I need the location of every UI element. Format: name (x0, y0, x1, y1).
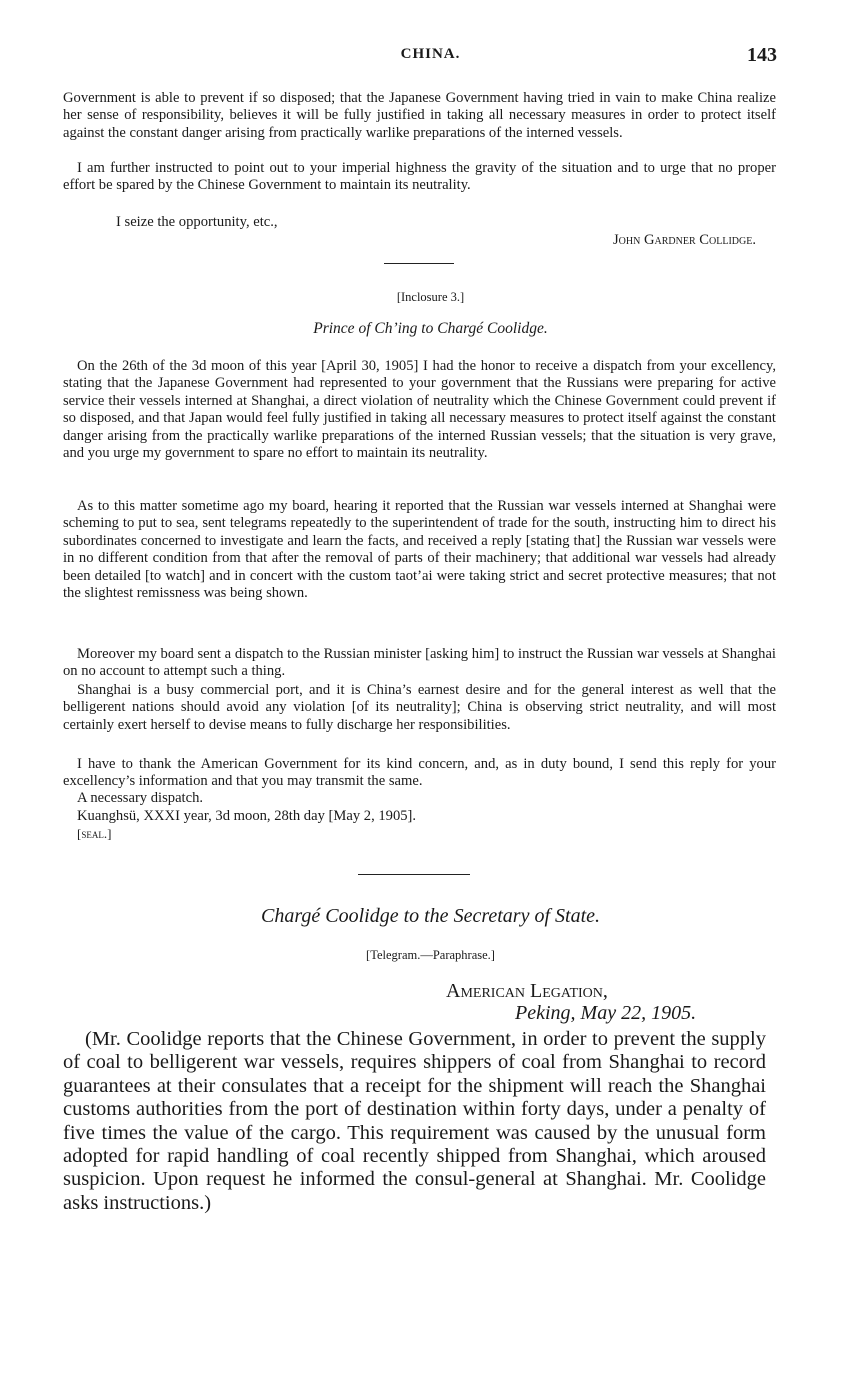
inclosure-paragraph-1: On the 26th of the 3d moon of this year [April 30, 1905] I had the honor to receive a dispatch from your excellency, stating that the Japanese Government had represented to your government that the Russians were preparing for active service their vessels interned at Shanghai, a direct violation of neutrality which the Chinese Government could prevent if so disposed, and that Japan would feel fully justified in taking all necessary measures to protect itself against the constant danger arising from the practically warlike preparations of the interned Russian vessels; that the situation is very grave, and you urge my government to spare no effort to maintain its neutrality. (63, 358, 776, 462)
telegram-body: (Mr. Coolidge reports that the Chinese Government, in order to prevent the supply of coal to belligerent war vessels, requires shippers of coal from Shanghai to record guarantees at their consulates that a receipt for the shipment will reach the Shanghai customs authorities from the port of destination within forty days, under a penalty of five times the value of the cargo. This requirement was caused by the unusual form adopted for rapid handling of coal recently shipped from Shanghai, which aroused suspicion. Upon request he informed the consul-general at Shanghai. Mr. Coolidge asks instructions.) (63, 1028, 766, 1214)
letter-closing: I seize the opportunity, etc., (116, 214, 278, 230)
section-divider (384, 263, 454, 264)
inclosure-closing-2: Kuanghsü, XXXI year, 3d moon, 28th day [May 2, 1905]. (77, 808, 417, 824)
running-title: CHINA. (400, 46, 461, 62)
letter-paragraph-1: Government is able to prevent if so disposed; that the Japanese Government having tried in vain to make China realize her sense of responsibility, believes it will be fully justified in taking all necessary measures in order to protect itself against the constant danger arising from practically warlike preparations of the interned vessels. (63, 90, 776, 141)
inclosure-paragraph-2: As to this matter sometime ago my board, hearing it reported that the Russian war vessels interned at Shanghai were scheming to put to sea, sent telegrams repeatedly to the superintendent of trade for the south, instructing him to direct his subordinates concerned to investigate and learn the facts, and received a reply [stating that] the Russian war vessels were in no different condition from that after the removal of parts of their machinery; that additional war vessels had already been detailed [to watch] and in concert with the custom taot’ai were taking strict and secret protective measures; that not the slightest remissness was being shown. (63, 498, 776, 602)
inclosure-paragraph-3: Moreover my board sent a dispatch to the Russian minister [asking him] to instruct the Russian war vessels at Shanghai on no account to attempt such a thing. (63, 646, 776, 680)
seal-mark: [seal.] (77, 826, 112, 841)
letter-paragraph-2: I am further instructed to point out to your imperial highness the gravity of the situation and to urge that no proper effort be spared by the Chinese Government to maintain its neutrality. (63, 160, 776, 194)
telegram-origin: American Legation, (446, 980, 608, 1002)
letter-signature: John Gardner Collidge. (613, 232, 756, 248)
inclosure-label: [Inclosure 3.] (396, 290, 465, 304)
telegram-place-date: Peking, May 22, 1905. (515, 1002, 697, 1024)
inclosure-paragraph-5: I have to thank the American Government for its kind concern, and, as in duty bound, I send this reply for your excellency’s information and that you may transmit the same. (63, 756, 776, 790)
section-divider-2 (358, 874, 470, 875)
inclosure-heading: Prince of Ch’ing to Chargé Coolidge. (313, 320, 548, 337)
telegram-label: [Telegram.—Paraphrase.] (366, 948, 495, 962)
page-number: 143 (747, 44, 777, 66)
inclosure-closing-1: A necessary dispatch. (77, 790, 204, 806)
inclosure-paragraph-4: Shanghai is a busy commercial port, and it is China’s earnest desire and for the general interest as well that the belligerent nations should avoid any violation [of its neutrality]; China is observing strict neutrality, and will most certainly exert herself to devise means to fully discharge her responsibilities. (63, 682, 776, 733)
telegram-heading: Chargé Coolidge to the Secretary of State. (260, 905, 600, 927)
